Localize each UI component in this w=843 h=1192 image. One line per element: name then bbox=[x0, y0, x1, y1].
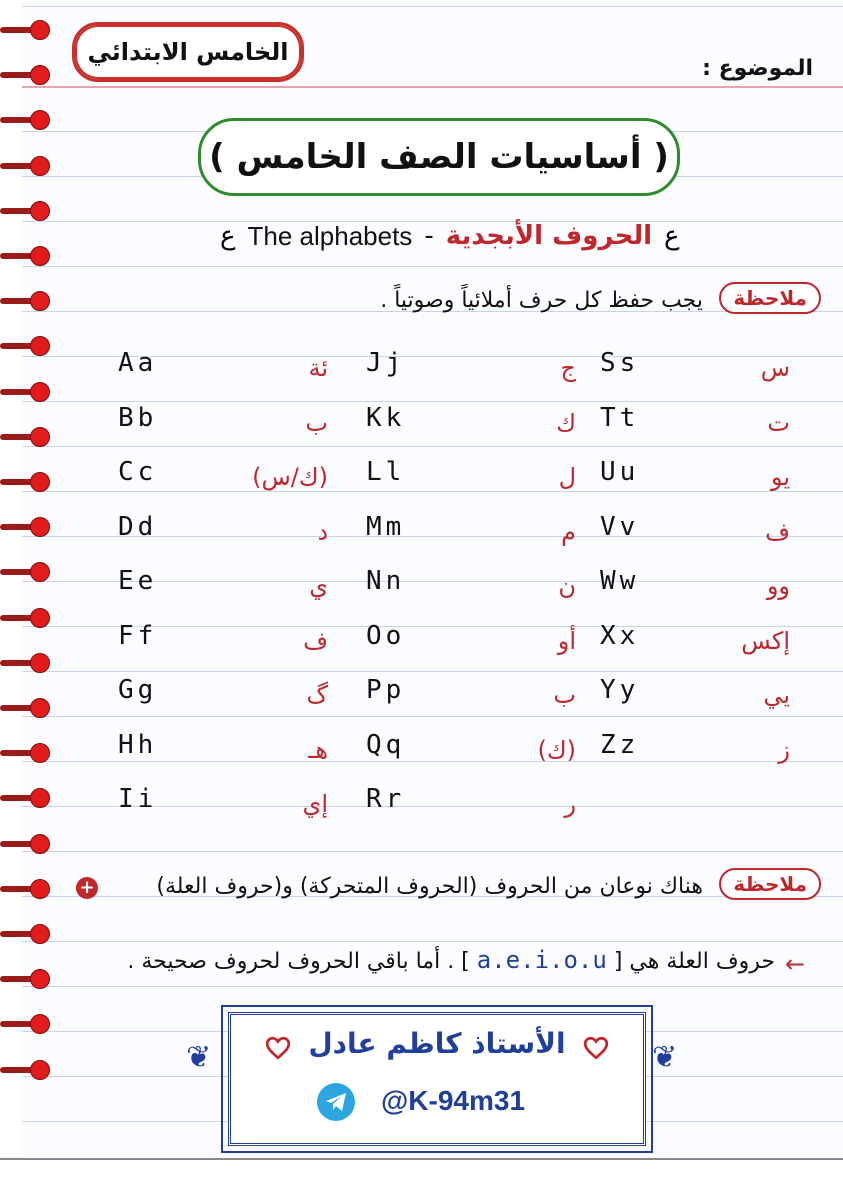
english-letter: Pp bbox=[366, 675, 406, 705]
spiral-ring bbox=[0, 608, 52, 630]
letter-row bbox=[118, 784, 368, 839]
arabic-pronunciation: (ك) bbox=[537, 735, 576, 764]
spiral-ring bbox=[0, 653, 52, 675]
letter-row bbox=[366, 784, 616, 839]
letter-row bbox=[600, 457, 843, 512]
letter-row bbox=[600, 675, 843, 730]
arabic-pronunciation: ر bbox=[564, 790, 576, 818]
spiral-ring bbox=[0, 698, 52, 720]
spiral-ring bbox=[0, 517, 52, 539]
english-letter: Xx bbox=[600, 620, 640, 651]
note-badge-2: ملاحظة bbox=[719, 868, 821, 900]
arabic-pronunciation: ل bbox=[558, 463, 576, 491]
letter-row bbox=[600, 403, 843, 458]
letter-row bbox=[118, 512, 368, 567]
letter-row bbox=[600, 621, 843, 676]
spiral-ring bbox=[0, 336, 52, 358]
letter-row bbox=[118, 675, 368, 730]
spiral-ring bbox=[0, 156, 52, 178]
arabic-pronunciation: ب bbox=[305, 408, 328, 437]
plus-icon: + bbox=[76, 877, 98, 899]
letter-row bbox=[118, 403, 368, 458]
bracket-left: ع bbox=[220, 221, 236, 251]
signature-box bbox=[228, 1012, 646, 1146]
letter-row bbox=[118, 566, 368, 621]
vowel-line-after: ] . أما باقي الحروف لحروف صحيحة . bbox=[127, 949, 470, 974]
spiral-ring bbox=[0, 427, 52, 449]
note-text: يجب حفظ كل حرف أملائياً وصوتياً . bbox=[380, 288, 703, 313]
english-letter: Oo bbox=[366, 620, 406, 651]
vowel-line bbox=[127, 946, 775, 974]
letter-row bbox=[600, 348, 843, 403]
arabic-pronunciation: ت bbox=[767, 408, 790, 437]
english-letter: Nn bbox=[366, 566, 406, 596]
topic-label: الموضوع : bbox=[702, 56, 813, 81]
spiral-ring bbox=[0, 834, 52, 856]
arabic-pronunciation: يي bbox=[763, 681, 790, 709]
english-letter: Aa bbox=[118, 348, 158, 378]
grade-label: الخامس الابتدائي bbox=[87, 38, 289, 66]
subheading bbox=[220, 214, 740, 258]
page-title: ( أساسيات الصف الخامس ) bbox=[209, 137, 669, 177]
english-letter: Ee bbox=[118, 566, 158, 596]
english-letter: Ss bbox=[600, 348, 640, 378]
arabic-pronunciation: ن bbox=[558, 572, 576, 600]
english-letter: Uu bbox=[600, 457, 640, 487]
english-letter: Mm bbox=[366, 511, 406, 542]
spiral-ring bbox=[0, 562, 52, 584]
letter-row bbox=[366, 457, 616, 512]
english-letter: Ff bbox=[118, 620, 158, 651]
english-letter: Yy bbox=[600, 675, 640, 705]
page-edge bbox=[0, 1158, 843, 1160]
title-cloud bbox=[198, 118, 680, 196]
subheading-english: The alphabets bbox=[247, 220, 413, 251]
spiral-ring bbox=[0, 110, 52, 132]
english-letter: Ii bbox=[118, 784, 158, 814]
letter-row bbox=[118, 348, 368, 403]
note-badge: ملاحظة bbox=[719, 282, 821, 314]
arabic-pronunciation: إكس bbox=[741, 626, 790, 655]
letter-row bbox=[366, 403, 616, 458]
letter-row bbox=[600, 730, 843, 785]
spiral-ring bbox=[0, 65, 52, 87]
spiral-ring bbox=[0, 291, 52, 313]
english-letter: Rr bbox=[366, 784, 406, 814]
vowel-letters: a.e.i.o.u bbox=[476, 946, 607, 974]
arabic-pronunciation: ف bbox=[303, 626, 328, 655]
arabic-pronunciation: أو bbox=[557, 626, 576, 655]
letter-row bbox=[366, 348, 616, 403]
note-text-2: هناك نوعان من الحروف (الحروف المتحركة) و(حروف العلة) bbox=[156, 874, 703, 899]
arabic-pronunciation: ك bbox=[556, 408, 576, 437]
letters-column-1 bbox=[118, 348, 368, 839]
letter-row bbox=[600, 512, 843, 567]
telegram-handle[interactable]: @K-94m31 bbox=[381, 1085, 526, 1116]
spiral-ring bbox=[0, 969, 52, 991]
letters-column-3 bbox=[600, 348, 843, 784]
spiral-ring bbox=[0, 1014, 52, 1036]
english-letter: Gg bbox=[118, 675, 158, 705]
vowel-line-before: حروف العلة هي [ bbox=[613, 949, 775, 974]
arabic-pronunciation: ب bbox=[553, 681, 576, 709]
arabic-pronunciation: س bbox=[760, 354, 790, 382]
english-letter: Tt bbox=[600, 402, 640, 433]
english-letter: Zz bbox=[600, 729, 640, 760]
arabic-pronunciation: ز bbox=[778, 735, 790, 764]
spiral-ring bbox=[0, 382, 52, 404]
english-letter: Ll bbox=[366, 457, 406, 487]
margin-line bbox=[22, 86, 843, 88]
spiral-ring bbox=[0, 20, 52, 42]
spiral-ring bbox=[0, 924, 52, 946]
arabic-pronunciation: (ك/س) bbox=[252, 463, 328, 491]
spiral-ring bbox=[0, 788, 52, 810]
letter-row bbox=[366, 566, 616, 621]
english-letter: Kk bbox=[366, 402, 406, 433]
letter-row bbox=[600, 566, 843, 621]
telegram-icon[interactable] bbox=[317, 1083, 355, 1121]
arabic-pronunciation: ف bbox=[765, 517, 790, 546]
english-letter: Ww bbox=[600, 566, 640, 596]
arabic-pronunciation: يو bbox=[770, 463, 790, 491]
arabic-pronunciation: ي bbox=[309, 572, 328, 600]
english-letter: Vv bbox=[600, 511, 640, 542]
arabic-pronunciation: د bbox=[317, 517, 328, 546]
arrow-left-icon: ← bbox=[785, 950, 806, 978]
arabic-pronunciation: گ bbox=[306, 681, 328, 709]
english-letter: Cc bbox=[118, 457, 158, 487]
spiral-ring bbox=[0, 201, 52, 223]
arabic-pronunciation: ج bbox=[560, 354, 576, 382]
spiral-ring bbox=[0, 472, 52, 494]
english-letter: Hh bbox=[118, 729, 158, 760]
subheading-dash: - bbox=[424, 221, 434, 251]
flourish-icon: ❦ bbox=[186, 1040, 212, 1075]
arabic-pronunciation: وو bbox=[766, 572, 790, 600]
arabic-pronunciation: إي bbox=[302, 790, 328, 818]
spiral-ring bbox=[0, 1060, 52, 1082]
letter-row bbox=[118, 730, 368, 785]
letter-row bbox=[366, 730, 616, 785]
english-letter: Jj bbox=[366, 348, 406, 378]
spiral-ring bbox=[0, 743, 52, 765]
flourish-icon: ❦ bbox=[652, 1040, 678, 1075]
english-letter: Bb bbox=[118, 402, 158, 433]
letter-row bbox=[366, 512, 616, 567]
arabic-pronunciation: هـ bbox=[308, 735, 328, 764]
english-letter: Dd bbox=[118, 511, 158, 542]
bracket-right: ﻉ bbox=[664, 221, 680, 251]
letter-row bbox=[118, 457, 368, 512]
letters-column-2 bbox=[366, 348, 616, 839]
grade-cloud bbox=[72, 22, 304, 82]
arabic-pronunciation: ئة bbox=[308, 354, 328, 382]
subheading-arabic: الحروف الأبجدية bbox=[445, 221, 653, 251]
letter-row bbox=[118, 621, 368, 676]
teacher-name: الأستاذ كاظم عادل bbox=[308, 1027, 566, 1060]
spiral-ring bbox=[0, 246, 52, 268]
letter-row bbox=[366, 621, 616, 676]
spiral-ring bbox=[0, 879, 52, 901]
letter-row bbox=[366, 675, 616, 730]
arabic-pronunciation: م bbox=[561, 517, 576, 546]
english-letter: Qq bbox=[366, 729, 406, 760]
